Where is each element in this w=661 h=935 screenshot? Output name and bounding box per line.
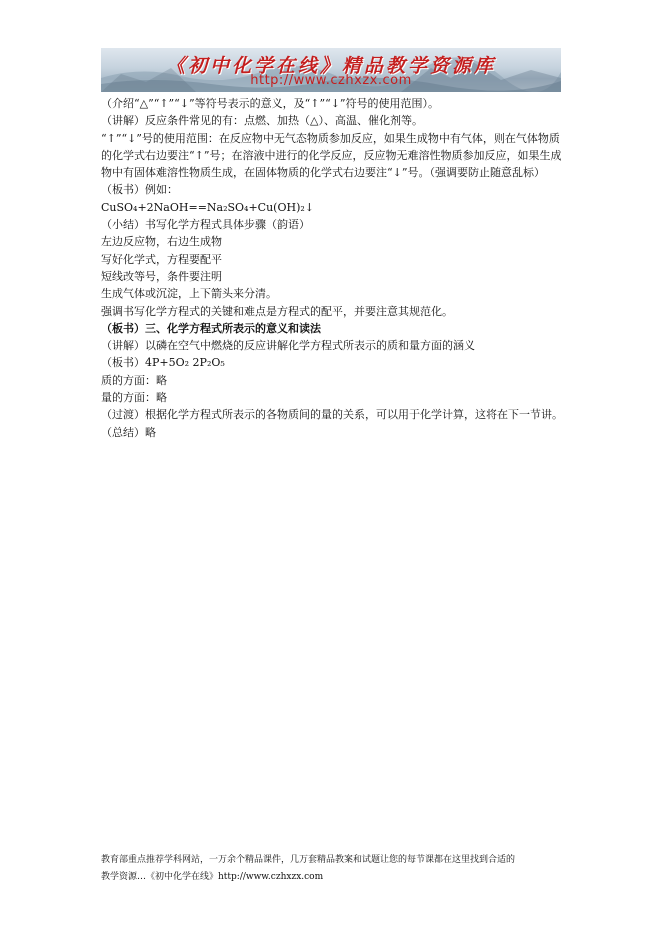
paragraph: 强调书写化学方程式的关键和难点是方程式的配平，并要注意其规范化。: [101, 304, 453, 318]
paragraph: （介绍“△”“↑”“↓”等符号表示的意义，及“↑”“↓”符号的使用范围）。: [101, 97, 440, 110]
rhyme-line: 左边反应物，右边生成物: [101, 235, 222, 249]
paragraph: （总结）略: [101, 425, 156, 439]
site-url[interactable]: http://www.czhxzx.com: [250, 73, 412, 88]
paragraph: “↑”“↓”号的使用范围：在反应物中无气态物质参加反应，如果生成物中有气体，则在气体物质的化学式右边要注“↑”号；在溶液中进行的化学反应，反应物无难溶性物质参加反应，如果生成物中有固体难溶性物质生成，在固体物质的化学式右边要注“↓”号。（强调要防止随意乱标）: [101, 131, 562, 180]
header-banner: [101, 48, 561, 92]
paragraph: （板书）例如：: [101, 183, 178, 197]
paragraph: （过渡）根据化学方程式所表示的各物质间的量的关系，可以用于化学计算，这将在下一节讲。: [101, 408, 563, 422]
site-title: 《初中化学在线》精品教学资源库: [165, 55, 496, 77]
paragraph: （讲解）反应条件常见的有：点燃、加热（△）、高温、催化剂等。: [101, 114, 423, 128]
paragraph: （讲解）以磷在空气中燃烧的反应讲解化学方程式所表示的质和量方面的涵义: [101, 339, 475, 353]
document-body: [101, 95, 566, 441]
rhyme-line: 短线改等号，条件要注明: [101, 269, 222, 283]
chemical-equation: （板书）4P+5O₂ 2P₂O₅: [101, 356, 225, 370]
paragraph: 质的方面：略: [101, 373, 167, 387]
page-footer: [101, 852, 566, 886]
paragraph: （小结）书写化学方程式具体步骤（韵语）: [101, 218, 310, 232]
rhyme-line: 生成气体或沉淀，上下箭头来分清。: [101, 287, 277, 301]
paragraph: 量的方面：略: [101, 391, 167, 405]
rhyme-line: 写好化学式，方程要配平: [101, 252, 222, 266]
footer-line: 教学资源…《初中化学在线》http://www.czhxzx.com: [101, 872, 324, 882]
chemical-equation: CuSO₄+2NaOH==Na₂SO₄+Cu(OH)₂↓: [101, 200, 315, 214]
section-heading: （板书）三、化学方程式所表示的意义和读法: [101, 321, 321, 335]
footer-line: 教育部重点推荐学科网站，一万余个精品课件，几万套精品教案和试题让您的每节课都在这里找到合适的: [101, 855, 516, 865]
